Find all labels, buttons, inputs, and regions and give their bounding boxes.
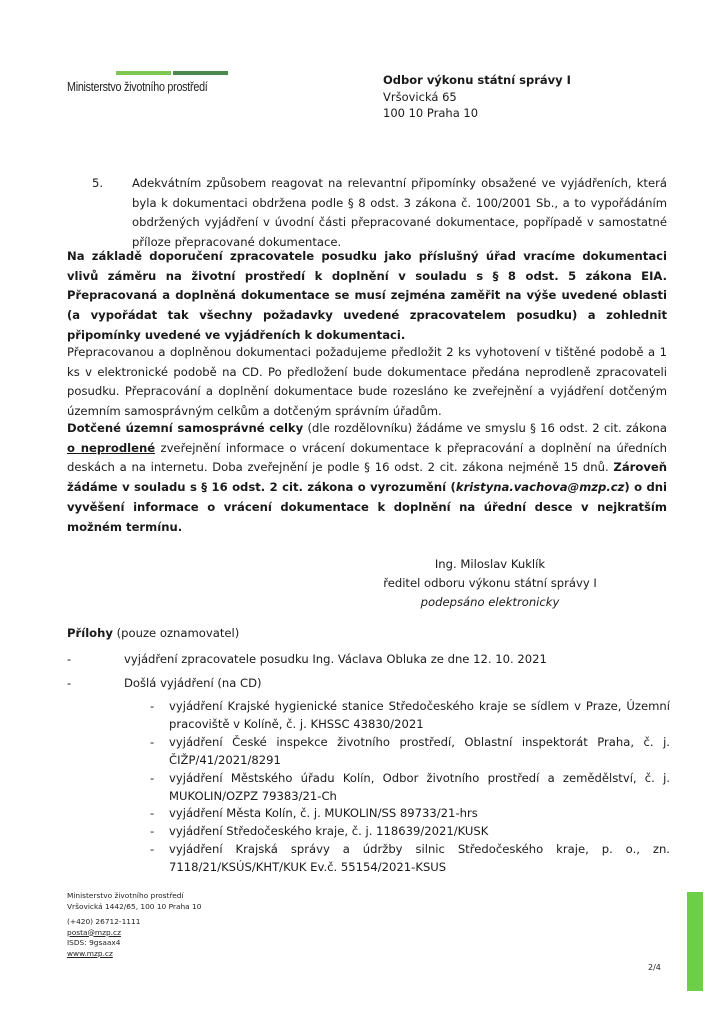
list-item [150,823,670,841]
return-decision-paragraph: Na základě doporučení zpracovatele posudku jako příslušný úřad vracíme dokumentaci vlivů záměru na životní prostředí k doplnění v souladu s § 8 odst. 5 zákona EIA. Přepracovaná a doplněná dokumentace se musí zejména zaměřit na výše uvedené oblasti (a vypořádat tak všechny požadavky uvedené zpracovatelem posudku) a zohlednit připomínky uvedené ve vyjádřeních k dokumentaci. [67,249,667,342]
list-item [150,841,670,877]
attachments-note: (pouze oznamovatel) [112,626,240,640]
list-dash: - [67,652,72,666]
ministry-logo-text: Ministerstvo životního prostředí [67,80,208,94]
signed-note: podepsáno elektronicky [420,595,560,609]
statement-text: vyjádření České inspekce životního prostředí, Oblastní inspektorát Praha, č. j. ČIŽP/41/2021/8291 [169,734,670,767]
attachments-title: Přílohy [67,626,113,640]
celky-part1: (dle rozdělovníku) žádáme ve smyslu § 16 odst. 2 cit. zákona [303,421,667,435]
attachments-heading [67,626,239,640]
logo-bar-dark [173,71,228,75]
list-item [150,698,670,734]
statement-text: vyjádření Města Kolín, č. j. MUKOLIN/SS 89733/21-hrs [169,806,478,821]
celky-part2: zveřejnění informace o vrácení dokumentace k přepracování a doplnění na úředních deskách a na internetu. Doba zveřejnění je podle § 16 odst. 2 cit. zákona nejméně 15 dnů. [67,440,667,475]
department-name: Odbor výkonu státní správy I [383,73,571,87]
list-dash: - [150,770,155,785]
department-city: 100 10 Praha 10 [383,106,479,120]
statement-text: vyjádření Středočeského kraje, č. j. 118639/2021/KUSK [169,824,489,839]
signature-block [340,555,640,612]
list-item [150,770,670,806]
statement-text: vyjádření Krajská správy a údržby silnic Středočeského kraje, p. o., zn. 7118/21/KSÚS/KHT/KUK Ev.č. 55154/2021-KSUS [169,842,670,875]
copies-paragraph: Přepracovanou a doplněnou dokumentaci požadujeme předložit 2 ks vyhotovení v tištěné podobě a 1 ks v elektronické podobě na CD. Po předložení bude dokumentace předána neprodleně zpracovateli posudku. Přepracování a doplnění dokumentace bude rozesláno ke zveřejnění a vyjádření dotčeným územním samosprávným celkům a dotčeným správním úřadům. [67,345,667,419]
list-dash: - [150,699,155,713]
list-dash: - [67,676,72,690]
department-street: Vršovická 65 [383,89,457,104]
list-dash: - [150,842,155,857]
logo-bar-light [116,71,171,75]
brand-stripe [687,892,703,991]
received-statements-list [150,698,670,877]
list-dash: - [150,824,155,839]
statement-text: vyjádření Krajské hygienické stanice Středočeského kraje se sídlem v Praze, Územní pracoviště v Kolíně, č. j. KHSSC 43830/2021 [169,699,670,731]
signatory-name: Ing. Miloslav Kuklík [434,557,546,571]
statement-text: vyjádření Městského úřadu Kolín, Odbor životního prostředí a zemědělství, č. j. MUKOLIN/OZPZ 79383/21-Ch [169,770,670,803]
page-number: 2/4 [648,963,661,972]
signatory-title: ředitel odboru výkonu státní správy I [383,576,597,590]
item-text: Adekvátním způsobem reagovat na relevantní připomínky obsažené ve vyjádřeních, která byla k dokumentaci obdržena podle § 8 odst. 3 zákona č. 100/2001 Sb., a to vypořádáním obdržených vyjádření v úvodní části přepracované dokumentace, popřípadě v samostatné příloze přepracované dokumentace. [132,176,667,250]
footer-web-link[interactable]: www.mzp.cz [67,948,113,958]
attachment-text: Došlá vyjádření (na CD) [124,676,262,690]
department-address [383,72,571,122]
publication-request-paragraph [67,419,667,537]
footer-address: Vršovická 1442/65, 100 10 Praha 10 [67,901,202,911]
footer-isds: ISDS: 9gsaax4 [67,938,121,947]
footer-contact [67,891,201,959]
attachment-text: vyjádření zpracovatele posudku Ing. Václava Obluka ze dne 12. 10. 2021 [124,652,547,666]
celky-request-start: Zároveň žádáme v souladu s § 16 odst. 2 cit. zákona o vyrozumění ( [67,460,667,495]
list-dash: - [150,806,155,821]
contact-email-link[interactable]: kristyna.vachova@mzp.cz [455,480,625,495]
celky-request-end: ) o dni vyvěšení informace o vrácení dokumentace k doplnění na úřední desce v nejkratším možném termínu. [67,480,667,534]
celky-lead: Dotčené územní samosprávné celky [67,421,304,435]
footer-ministry: Ministerstvo životního prostředí [67,891,184,900]
footer-phone: (+420) 26712-1111 [67,917,141,926]
celky-underlined: o neprodlené [67,440,156,455]
footer-email-link[interactable]: posta@mzp.cz [67,927,121,937]
item-number: 5. [92,176,104,190]
list-item [150,805,670,823]
list-item [150,734,670,770]
list-dash: - [150,734,155,749]
